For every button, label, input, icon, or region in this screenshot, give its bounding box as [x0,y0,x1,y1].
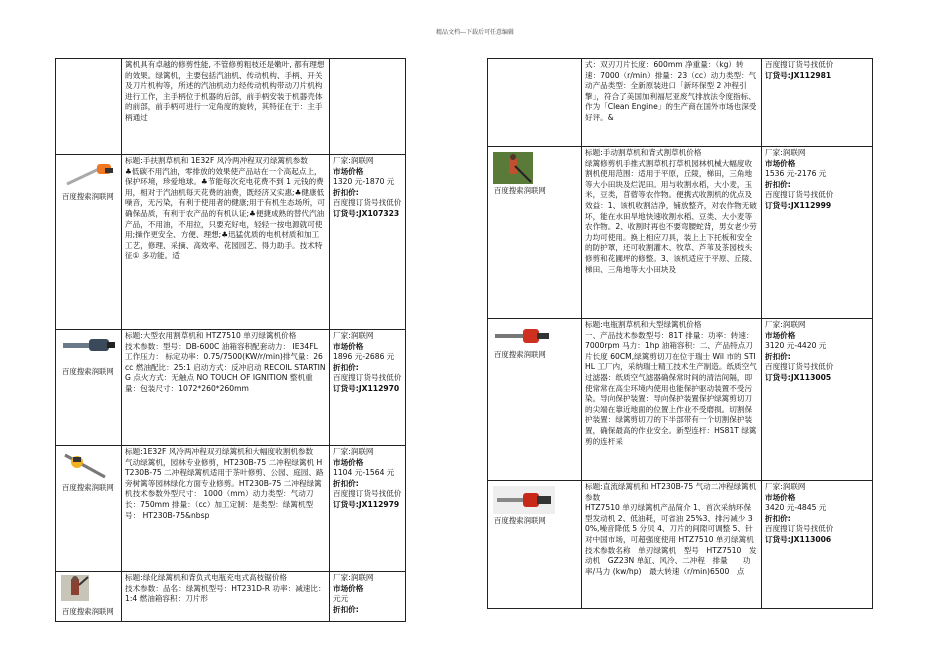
table-row [488,319,873,481]
order-number: 订货号:JX113006 [765,534,832,544]
price-range: 3420 元-4845 元 [765,503,827,513]
description-cell: 式：双刃刀片长度：600mm 净重量：（kg）转速：7000（r/min）排量：23（cc）动力类型：气动产品类型：全新原装进口「新环保型 2 冲程引擎」，符合了美国加利福尼亚废气排放法令度指标、作为「Clean Engine」的生产商在国外市场也深受好评。& [582,59,762,147]
order-number: 订货号:JX112981 [765,70,832,80]
order-number: 订货号:JX112970 [333,383,400,393]
order-number: 订货号:JX112999 [765,200,832,210]
vendor-cell [330,155,406,330]
table-row [488,59,873,147]
description-cell: 篱机具有卓越的修剪性能, 不管修剪粗枝还是嫩叶, 都有理想的效果。绿篱机，主要包括汽油机、传动机构、手柄、开关及刀片机构等，所述的汽油机动力经传动机构带动刀片机构进行工作，主手柄位于机器的后部，前手柄安装于机器壳体的前部，前手柄可进行一定角度的旋转，其特征在于：主手柄通过 [122,59,330,155]
image-cell [56,59,122,155]
image-cell [56,155,122,330]
image-caption: 百度搜索润联网 [494,186,546,195]
table-row [56,446,406,572]
image-cell [488,481,582,609]
image-caption: 百度搜索润联网 [62,483,114,492]
grass-cutter-person-icon [493,152,578,184]
hedge-trimmer-red-box-icon [493,486,578,514]
order-number: 订货号:JX112979 [333,499,400,509]
order-number: 订货号:JX113005 [765,372,832,382]
table-row [56,155,406,330]
discount-label: 折扣价: [765,513,791,523]
vendor-name: 厂家:润联网 [333,447,374,456]
image-caption: 百度搜索润联网 [494,516,546,525]
vendor-cell [762,147,873,319]
garden-worker-photo-icon [61,575,118,605]
search-note: 百度搜订货号找低价 [765,60,834,69]
image-cell [56,330,122,446]
right-product-table [487,58,873,609]
discount-label: 折扣价: [333,362,359,372]
price-range: 3120 元-4420 元 [765,341,827,351]
description-cell: 标题:1E32F 风冷两冲程双刃绿篱机和大幅度收割机参数 气动绿篱机，园林专业修剪，HT230B-75 二冲程绿篱机 HT230B-75 二冲程绿篱机适用于茶叶修剪、公园、庭园、路旁树篱等园林绿化方面专业修剪。HT230B-75 二冲程绿篱机技术参数外型尺寸： 1000（mm）动力类型：气动刀长：750mm 排量：（cc）加工定制：是类型：绿篱机型号： HT230B-75&nbsp [122,446,330,572]
description-cell: 标题:手动割草机和背式割草机价格 绿篱修剪机手推式割草机打草机园林机械大幅度收割机使用范围：适用于平原，丘陵，梯田，三角地等大小田块及烂泥田。用与收割水稻，大小麦，玉米，豆类，苜蓿等农作物。便携式收割机的优点及效益：1、该机收割洁净，铺放整齐，对农作物无破坏，能在水田旱地快速收割水稻、豆类、大小麦等农作物。2、收割时再也不要弯腰蛇背，男女老少劳力均可使用。换上相应刀具，装上上下托板和安全的防护罩，还可收割灌木、牧草、芦苇及茶园枝头修剪和花圃坪的修整。3、该机适应于平原、丘陵、梯田、三角地等大小田块及 [582,147,762,319]
vendor-cell [330,59,406,155]
search-note: 百度搜订货号找低价 [765,524,834,534]
description-cell: 标题:绿化绿篱机和背负式电瓶充电式高枝锯价格 技术参数：品名：绿篱机型号：HT231D-R 功率：减速比：1:4 燃油箱容积：刀片形 [122,572,330,622]
vendor-cell [762,319,873,481]
vendor-name: 厂家:润联网 [765,148,806,157]
market-price-label: 市场价格 [765,158,796,168]
vendor-cell [330,572,406,622]
hedge-trimmer-red-icon [493,324,578,348]
description-cell: 标题:手扶割草机和 1E32F 风冷两冲程双刃绿篱机参数 ♣低碳不用汽油，零排放的效果使产品站在一个高起点上，保护环境，珍爱地球。♣节能每次充电花费不到 1 元钱的费用，相对于汽油机每天花费的油费，既经济又实惠;♣健康低噪音，无污染，有利于使用者的健康;用于有机生态场所，可确保品质，有利于农产品的有机认证;♣便捷成熟的替代汽油产品，不用油，不用拉，只要充好电，轻轻一按电源就可使用;操作更安全、方便、理想;♣迅猛优质的电机材质和加工工艺，修理、采摘、高效率、花园园艺、得力助手。技术特征① 多功能。适 [122,155,330,330]
vendor-name: 厂家:润联网 [333,573,374,582]
price-range: 1536 元-2176 元 [765,169,827,179]
vendor-name: 厂家:润联网 [765,320,806,329]
market-price-label: 市场价格 [333,341,364,351]
search-note: 百度搜订货号找低价 [333,489,402,499]
market-price-label: 市场价格 [765,492,796,502]
vendor-name: 厂家:润联网 [333,331,374,340]
image-caption: 百度搜索润联网 [62,607,114,616]
price-range: 1104 元-1564 元 [333,468,395,478]
market-price-label: 市场价格 [333,457,364,467]
discount-label: 折扣价: [765,179,791,189]
vendor-name: 厂家:润联网 [333,156,374,165]
table-row [488,147,873,319]
hedge-trimmer-gray-icon [61,335,118,365]
hedge-trimmer-yellow-icon [61,451,118,481]
price-range: 1896 元-2686 元 [333,352,395,362]
image-caption: 百度搜索润联网 [494,350,546,359]
discount-label: 折扣价: [333,478,359,488]
vendor-cell [330,446,406,572]
market-price-label: 市场价格 [765,330,796,340]
vendor-cell [330,330,406,446]
table-row [56,59,406,155]
price-range: 1320 元-1870 元 [333,177,395,187]
search-note: 百度搜订货号找低价 [765,190,834,200]
vendor-name: 厂家:润联网 [765,482,806,491]
image-cell [488,59,582,147]
vendor-cell [762,59,873,147]
discount-label: 折扣价: [765,351,791,361]
description-cell: 标题:直流绿篱机和 HT230B-75 气动二冲程绿篱机参数 HTZ7510 单刃绿篱机产品简介 1、首次采纳环保型发动机 2、低油耗，可省油 25%3、排污减少 30%,噪音降低 5 分贝 4、刀片的间隙可调整 5、针对中国市场，可超强度使用 HTZ7510 单刃绿篱机技术参数名称 单刃绿篱机 型号 HTZ7510 发动机 GZ23N 单缸、风冷、二冲程 排量 功率/马力 (kw/hp) 最大转速（r/min)6500 点 [582,481,762,609]
search-note: 百度搜订货号找低价 [765,362,834,372]
description-cell: 标题:电瓶割草机和大型绿篱机价格 一、产品技术参数型号：81T 排量：功率：转速：7000rpm 马力：1hp 油箱容积：二、产品特点刀片长度 60CM,绿篱剪切刀在位于瑞士 Wil 市的 STIHL 工厂内，采纳瑞士精工技术生产制造。纸质空气过滤器：纸质空气滤器确保常时间的清洁间隔，即使常常在高尘环境内使用也能保护驱动装置不受污染。导向保护装置：导向保护装置保护绿篱剪切刀的尖端在靠近地面的位置上作业不受磨损。切割保护装置：绿篱剪切刀的下半部带有一个切割保护装置，确保最高的作业安全。新型连杆：HS81T 绿篱剪的连杆采 [582,319,762,481]
image-cell [488,147,582,319]
image-cell [56,572,122,622]
image-caption: 百度搜索润联网 [62,367,114,376]
table-row [488,481,873,609]
market-price-label: 市场价格 [333,166,364,176]
image-caption: 百度搜索润联网 [62,192,114,201]
page-header: 精品文档---下载后可任意编辑 [435,29,515,36]
search-note: 百度搜订货号找低价 [333,373,402,383]
discount-label: 折扣价: [333,604,359,614]
price-range: 元元 [333,594,349,604]
vendor-cell [762,481,873,609]
discount-label: 折扣价: [333,187,359,197]
description-cell: 标题:大型农用割草机和 HTZ7510 单刃绿篱机价格 技术参数：型号：DB-600C 油箱容积配套动力： IE34FL 工作压力： 标定功率：0.75/7500(KW/r/min)排气量：26cc 燃油配比：25:1 启动方式：反冲启动 RECOIL STARTING 点火方式：无触点 NO TOUCH OF IGNITION 整机重量：包装尺寸：1072*260*260mm [122,330,330,446]
hedge-trimmer-orange-icon [61,160,118,190]
table-row [56,330,406,446]
left-product-table [55,58,406,622]
search-note: 百度搜订货号找低价 [333,198,402,208]
order-number: 订货号:JX107323 [333,208,400,218]
market-price-label: 市场价格 [333,583,364,593]
table-row [56,572,406,622]
image-cell [488,319,582,481]
image-cell [56,446,122,572]
